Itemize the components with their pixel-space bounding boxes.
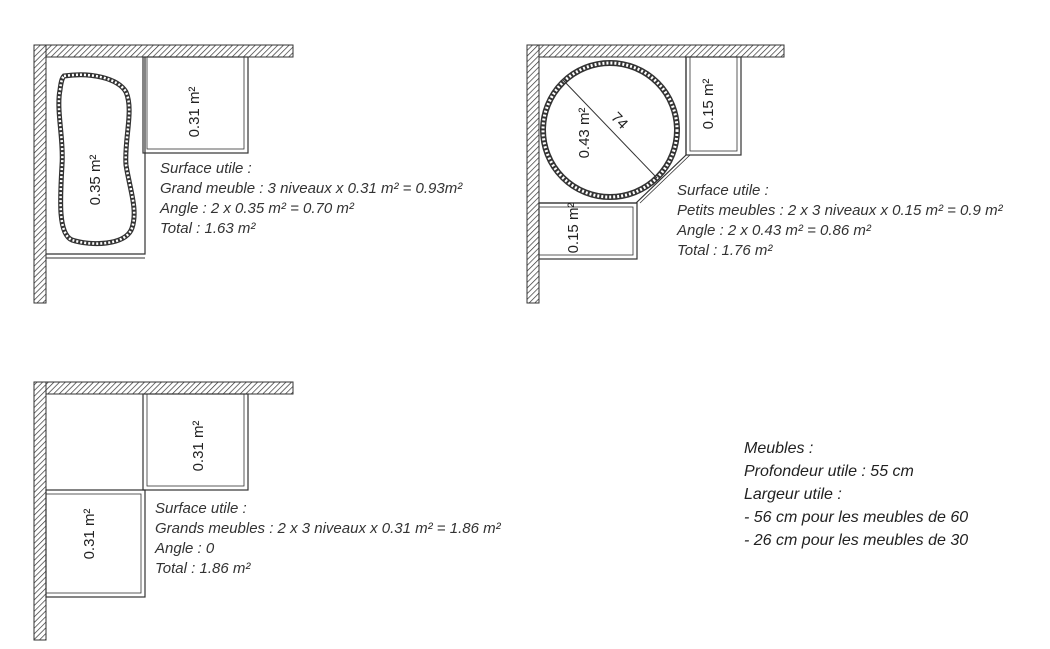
plan-2: [527, 45, 784, 303]
note-line: Angle : 2 x 0.35 m² = 0.70 m²: [160, 200, 354, 217]
note-line: Petits meubles : 2 x 3 niveaux x 0.15 m² = 0.9 m²: [677, 202, 1003, 219]
wall-top: [34, 45, 293, 57]
wall-left: [34, 382, 46, 640]
label-cabinet-left: 0.31 m²: [81, 508, 98, 560]
note-line: Angle : 2 x 0.43 m² = 0.86 m²: [677, 222, 871, 239]
note-line: Grands meubles : 2 x 3 niveaux x 0.31 m² = 1.86 m²: [155, 520, 501, 537]
legend-item-30: - 26 cm pour les meubles de 30: [744, 532, 969, 549]
legend-item-60: - 56 cm pour les meubles de 60: [744, 509, 969, 526]
legend-depth: Profondeur utile : 55 cm: [744, 463, 914, 480]
cabinet-bottom: [539, 203, 637, 259]
wall-left: [527, 45, 539, 303]
furniture-legend: [744, 437, 968, 552]
label-cabinet-right: 0.15 m²: [700, 78, 717, 130]
label-blind-corner: 0.35 m²: [87, 154, 104, 206]
label-cabinet-bottom: 0.15 m²: [565, 202, 582, 254]
wall-left: [34, 45, 46, 303]
carousel-shelf: [543, 63, 677, 197]
note-line: Surface utile :: [155, 500, 247, 517]
surface-note-1: [160, 159, 462, 239]
label-cabinet-top: 0.31 m²: [190, 420, 207, 472]
note-line: Surface utile :: [677, 182, 769, 199]
corner-carcass: [539, 57, 686, 203]
wall-top: [34, 382, 293, 394]
surface-note-3: [155, 499, 501, 579]
surface-note-2: [677, 181, 1003, 261]
label-diameter: 74: [607, 108, 632, 133]
label-carousel: 0.43 m²: [576, 107, 593, 159]
legend-title: Meubles :: [744, 440, 814, 457]
legend-width-title: Largeur utile :: [744, 486, 842, 503]
wall-top: [527, 45, 784, 57]
note-line: Total : 1.63 m²: [160, 220, 256, 237]
cabinet-top: [46, 394, 248, 490]
note-line: Grand meuble : 3 niveaux x 0.31 m² = 0.93m²: [160, 180, 463, 197]
label-cabinet: 0.31 m²: [186, 86, 203, 138]
note-line: Angle : 0: [155, 540, 215, 557]
note-line: Total : 1.86 m²: [155, 560, 251, 577]
note-line: Total : 1.76 m²: [677, 242, 773, 259]
note-line: Surface utile :: [160, 160, 252, 177]
